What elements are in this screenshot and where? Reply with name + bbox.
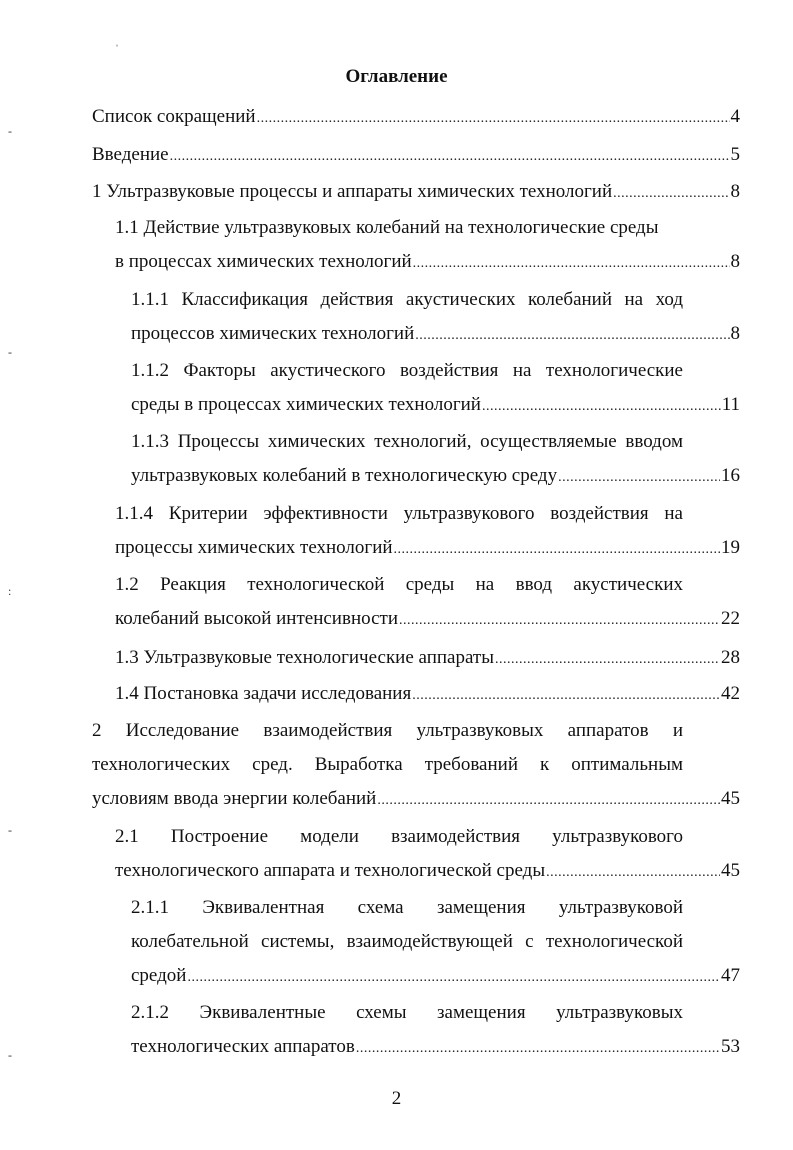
toc-page-number: 5 xyxy=(730,144,740,165)
toc-entry-text: процессы химических технологий xyxy=(115,537,393,558)
toc-leader xyxy=(558,459,720,495)
toc-entry[interactable] xyxy=(131,425,740,495)
toc-entry-text: 2.1.1 Эквивалентная схема замещения ультразвуковой xyxy=(131,897,683,918)
toc-entry-text: ультразвуковых колебаний в технологическую среду xyxy=(131,465,558,486)
scan-artifact: : xyxy=(8,584,12,598)
toc-leader xyxy=(413,245,730,281)
toc-entry-text: средой xyxy=(131,965,187,986)
toc-entry-text: 1.1.1 Классификация действия акустических колебаний на ход xyxy=(131,289,683,310)
toc-leader xyxy=(399,602,720,638)
toc-leader xyxy=(356,1030,720,1066)
toc-entry-text: 1.4 Постановка задачи исследования xyxy=(115,683,412,704)
toc-entry[interactable] xyxy=(92,175,740,211)
toc-entry-text: процессов химических технологий xyxy=(131,323,415,344)
toc-entry[interactable] xyxy=(115,497,740,567)
toc-page-number: 47 xyxy=(721,965,740,986)
toc-entry[interactable] xyxy=(115,641,740,677)
toc-entry-text: среды в процессах химических технологий xyxy=(131,394,481,415)
toc-entry-text: 2.1 Построение модели взаимодействия ультразвукового xyxy=(115,826,683,847)
toc-entry-text: Список сокращений xyxy=(92,106,256,127)
toc-entry-text: 1.1.2 Факторы акустического воздействия на технологические xyxy=(131,360,683,381)
toc-page-number: 8 xyxy=(730,323,740,344)
toc-entry[interactable] xyxy=(131,891,740,995)
toc-leader xyxy=(187,959,720,995)
scan-artifact: - xyxy=(8,124,12,138)
toc-entry-text: технологических сред. Выработка требований к оптимальным xyxy=(92,754,683,775)
scan-artifact: - xyxy=(8,1048,12,1062)
toc-leader xyxy=(170,138,730,174)
scan-artifact: ˈ xyxy=(115,42,119,56)
toc-page-number: 8 xyxy=(730,251,740,272)
toc-entry-text: в процессах химических технологий xyxy=(115,251,412,272)
toc-page-number: 53 xyxy=(721,1036,740,1057)
toc-page-number: 11 xyxy=(721,394,740,415)
toc-leader xyxy=(495,641,720,677)
toc-entry[interactable] xyxy=(131,996,740,1066)
toc-page-number: 28 xyxy=(721,647,740,668)
toc-entry-text: колебательной системы, взаимодействующей с технологической xyxy=(131,931,683,952)
toc-page-number: 42 xyxy=(721,683,740,704)
toc-entry-text: 1.3 Ультразвуковые технологические аппараты xyxy=(115,647,494,668)
toc-leader xyxy=(482,388,721,424)
toc-page-number: 22 xyxy=(721,608,740,629)
toc-entry[interactable] xyxy=(131,283,740,353)
toc-leader xyxy=(412,677,720,713)
toc-entry-text: 1.2 Реакция технологической среды на ввод акустических xyxy=(115,574,683,595)
scan-artifact: - xyxy=(8,345,12,359)
toc-entry-text: 1.1 Действие ультразвуковых колебаний на технологические среды xyxy=(115,217,659,238)
toc-entry[interactable] xyxy=(115,677,740,713)
toc-leader xyxy=(394,531,720,567)
toc-entry[interactable] xyxy=(115,211,740,281)
toc-entry-text: 2.1.2 Эквивалентные схемы замещения ультразвуковых xyxy=(131,1002,683,1023)
toc-entry-text: Введение xyxy=(92,144,169,165)
toc-entry[interactable] xyxy=(115,568,740,638)
scan-artifact: - xyxy=(8,823,12,837)
toc-entry-text: условиям ввода энергии колебаний xyxy=(92,788,377,809)
toc-page-number: 19 xyxy=(721,537,740,558)
toc-entry[interactable] xyxy=(92,714,740,818)
page-title: Оглавление xyxy=(345,66,448,87)
toc-leader xyxy=(257,100,730,136)
toc-page-number: 16 xyxy=(721,465,740,486)
toc-entry-text: колебаний высокой интенсивности xyxy=(115,608,398,629)
toc-leader xyxy=(377,782,720,818)
toc-page-number: 45 xyxy=(721,860,740,881)
page-number: 2 xyxy=(391,1088,402,1109)
toc-entry-text: 1.1.4 Критерии эффективности ультразвукового воздействия на xyxy=(115,503,683,524)
toc-page-number: 45 xyxy=(721,788,740,809)
toc-entry[interactable] xyxy=(115,820,740,890)
toc-entry-text: технологических аппаратов xyxy=(131,1036,355,1057)
toc-entry-text: 2 Исследование взаимодействия ультразвуковых аппаратов и xyxy=(92,720,683,741)
toc-entry-text: 1.1.3 Процессы химических технологий, осуществляемые вводом xyxy=(131,431,683,452)
toc-leader xyxy=(415,317,729,353)
toc-leader xyxy=(613,175,729,211)
toc-entry[interactable] xyxy=(92,100,740,136)
toc-leader xyxy=(546,854,720,890)
toc-page-number: 8 xyxy=(730,181,740,202)
toc-page-number: 4 xyxy=(730,106,740,127)
toc-entry-text: технологического аппарата и технологической среды xyxy=(115,860,546,881)
toc-entry[interactable] xyxy=(131,354,740,424)
toc-entry-text: 1 Ультразвуковые процессы и аппараты химических технологий xyxy=(92,181,613,202)
toc-entry[interactable] xyxy=(92,138,740,174)
